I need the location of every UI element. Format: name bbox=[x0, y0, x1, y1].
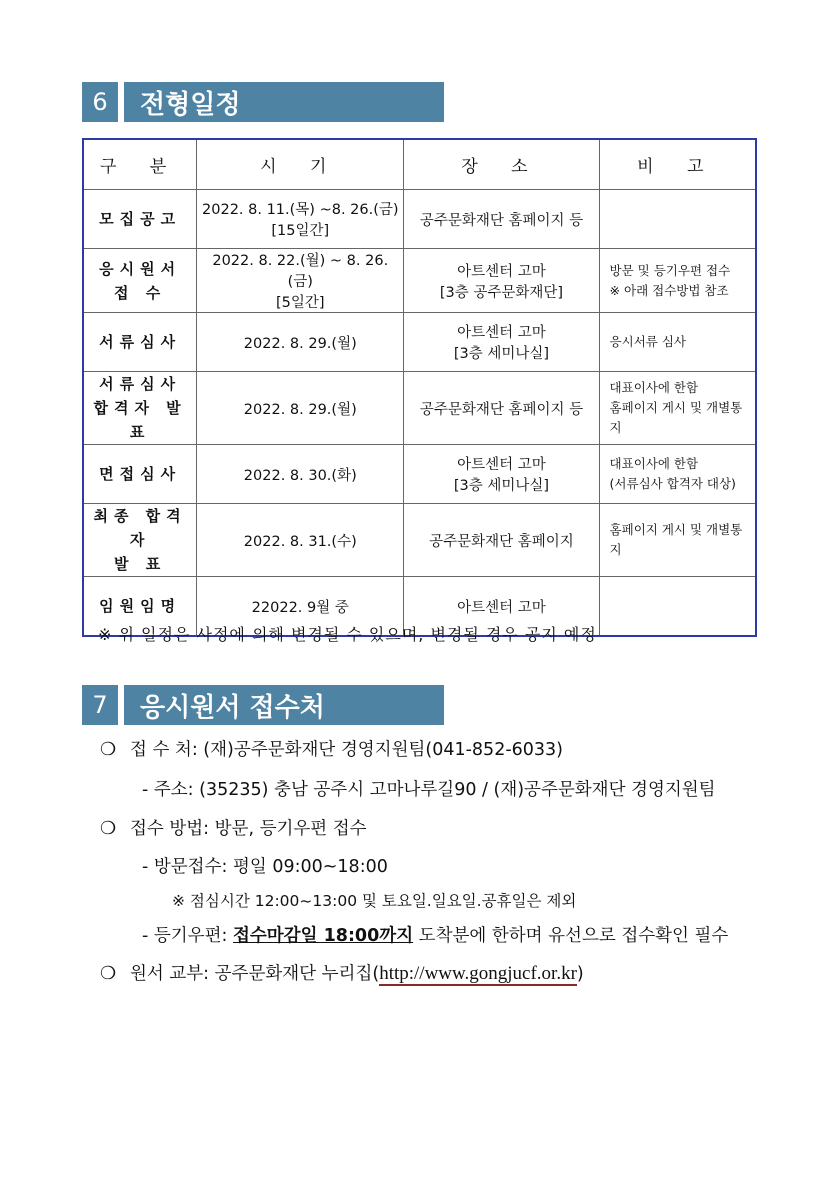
address-line: - 주소: (35235) 충남 공주시 고마나루길90 / (재)공주문화재단 경영지원팀 bbox=[142, 780, 716, 800]
lunch-note-line: ※ 점심시간 12:00~13:00 및 토요일.일요일.공휴일은 제외 bbox=[172, 892, 577, 910]
deadline-text: 접수마감일 18:00까지 bbox=[232, 926, 414, 946]
cell-category-line: 모집공고 bbox=[99, 210, 182, 228]
cell-period bbox=[197, 504, 404, 577]
registered-mail-prefix: - 등기우편: bbox=[142, 926, 233, 946]
reception-office-line bbox=[100, 736, 563, 761]
reception-office-text: 접 수 처: (재)공주문화재단 경영지원팀(041-852-6033) bbox=[130, 740, 564, 760]
cell-category-line: 서류심사 bbox=[99, 333, 182, 351]
application-form-suffix: ) bbox=[576, 964, 584, 984]
cell-place-line: 아트센터 고마 bbox=[457, 599, 546, 616]
cell-period bbox=[197, 313, 404, 372]
cell-place-line: 아트센터 고마 bbox=[457, 263, 546, 280]
cell-place-line: 아트센터 고마 bbox=[457, 457, 546, 473]
application-form-prefix: 원서 교부: 공주문화재단 누리집( bbox=[130, 964, 380, 984]
cell-note-line: 홈페이지 게시 및 개별통지 bbox=[609, 400, 743, 435]
cell-note bbox=[599, 313, 756, 372]
registered-mail-suffix: 도착분에 한하며 유선으로 접수확인 필수 bbox=[413, 926, 729, 946]
cell-period-line: 2022. 8. 22.(월) ~ 8. 26.(금) bbox=[212, 253, 389, 290]
header-note: 비 고 bbox=[599, 139, 756, 190]
homepage-link[interactable]: http://www.gongjucf.or.kr bbox=[379, 963, 577, 984]
cell-period-line: 2022. 8. 11.(목) ~8. 26.(금) bbox=[202, 202, 399, 218]
cell-category-line: 접 수 bbox=[113, 283, 167, 302]
cell-category-line: 서류심사 bbox=[99, 375, 182, 393]
section-6-header bbox=[82, 82, 444, 122]
section-title: 전형일정 bbox=[124, 82, 444, 122]
cell-note bbox=[599, 577, 756, 637]
cell-note bbox=[599, 445, 756, 504]
header-category: 구 분 bbox=[83, 139, 197, 190]
table-row bbox=[83, 445, 756, 504]
cell-period-line: 2022. 8. 29.(월) bbox=[243, 335, 357, 352]
cell-category bbox=[83, 249, 197, 313]
cell-period bbox=[197, 249, 404, 313]
section-7-header bbox=[82, 685, 444, 725]
cell-category bbox=[83, 504, 197, 577]
cell-place-line: [3층 세미나실] bbox=[453, 478, 550, 494]
cell-period bbox=[197, 190, 404, 249]
cell-place bbox=[404, 249, 599, 313]
cell-period-line: 2022. 8. 30.(화) bbox=[243, 467, 357, 484]
schedule-footnote: ※ 위 일정은 사정에 의해 변경될 수 있으며, 변경될 경우 공지 예정 bbox=[98, 625, 597, 644]
cell-category bbox=[83, 313, 197, 372]
cell-place-line: 공주문화재단 홈페이지 등 bbox=[419, 212, 584, 229]
table-row bbox=[83, 313, 756, 372]
cell-category bbox=[83, 372, 197, 445]
table-row bbox=[83, 190, 756, 249]
method-line bbox=[100, 815, 367, 840]
circle-bullet-icon: ❍ bbox=[100, 739, 117, 760]
cell-place-line: 아트센터 고마 bbox=[457, 325, 546, 341]
cell-period-line: [15일간] bbox=[271, 223, 330, 239]
cell-period-line: [5일간] bbox=[276, 295, 325, 311]
cell-category-line: 임원임명 bbox=[99, 597, 182, 615]
header-place: 장 소 bbox=[404, 139, 599, 190]
cell-note-line: (서류심사 합격자 대상) bbox=[609, 476, 736, 491]
cell-note bbox=[599, 504, 756, 577]
cell-place bbox=[404, 372, 599, 445]
cell-category bbox=[83, 445, 197, 504]
table-row bbox=[83, 372, 756, 445]
table-header-row bbox=[83, 139, 756, 190]
cell-category-line: 최종 합격자 bbox=[93, 507, 187, 549]
cell-period-line: 2022. 8. 31.(수) bbox=[243, 533, 357, 550]
cell-period-line: 2022. 8. 29.(월) bbox=[243, 401, 357, 418]
cell-note-line: ※ 아래 접수방법 참조 bbox=[609, 282, 729, 298]
section-number: 6 bbox=[82, 82, 118, 122]
cell-period bbox=[197, 445, 404, 504]
header-period: 시 기 bbox=[197, 139, 404, 190]
cell-note-line: 대표이사에 한함 bbox=[609, 456, 699, 471]
section-title: 응시원서 접수처 bbox=[124, 685, 444, 725]
cell-note bbox=[599, 190, 756, 249]
cell-period-line: 22022. 9월 중 bbox=[251, 599, 349, 616]
cell-place bbox=[404, 190, 599, 249]
cell-place bbox=[404, 313, 599, 372]
cell-period bbox=[197, 372, 404, 445]
cell-note-line: 응시서류 심사 bbox=[609, 334, 686, 349]
cell-note bbox=[599, 372, 756, 445]
table-row bbox=[83, 504, 756, 577]
table-row bbox=[83, 249, 756, 313]
cell-category-line: 합격자 발표 bbox=[93, 399, 187, 441]
circle-bullet-icon: ❍ bbox=[100, 818, 117, 839]
cell-note bbox=[599, 249, 756, 313]
cell-place-line: [3층 공주문화재단] bbox=[439, 284, 564, 301]
cell-category-line: 응시원서 bbox=[99, 259, 182, 278]
cell-category bbox=[83, 190, 197, 249]
cell-place bbox=[404, 504, 599, 577]
section-number: 7 bbox=[82, 685, 118, 725]
registered-mail-line bbox=[142, 922, 728, 947]
cell-category-line: 발 표 bbox=[113, 555, 167, 573]
cell-category-line: 면접심사 bbox=[99, 465, 182, 483]
schedule-table bbox=[82, 138, 757, 637]
cell-place bbox=[404, 445, 599, 504]
cell-place-line: [3층 세미나실] bbox=[453, 346, 550, 362]
circle-bullet-icon: ❍ bbox=[100, 963, 117, 984]
cell-note-line: 방문 및 등기우편 접수 bbox=[609, 262, 731, 278]
application-form-line bbox=[100, 960, 584, 985]
cell-place-line: 공주문화재단 홈페이지 bbox=[429, 533, 574, 550]
cell-note-line: 홈페이지 게시 및 개별통지 bbox=[609, 522, 743, 557]
method-text: 접수 방법: 방문, 등기우편 접수 bbox=[130, 819, 367, 839]
cell-place-line: 공주문화재단 홈페이지 등 bbox=[419, 401, 584, 418]
visit-reception-line: - 방문접수: 평일 09:00~18:00 bbox=[142, 857, 388, 877]
cell-note-line: 대표이사에 한함 bbox=[609, 380, 699, 395]
